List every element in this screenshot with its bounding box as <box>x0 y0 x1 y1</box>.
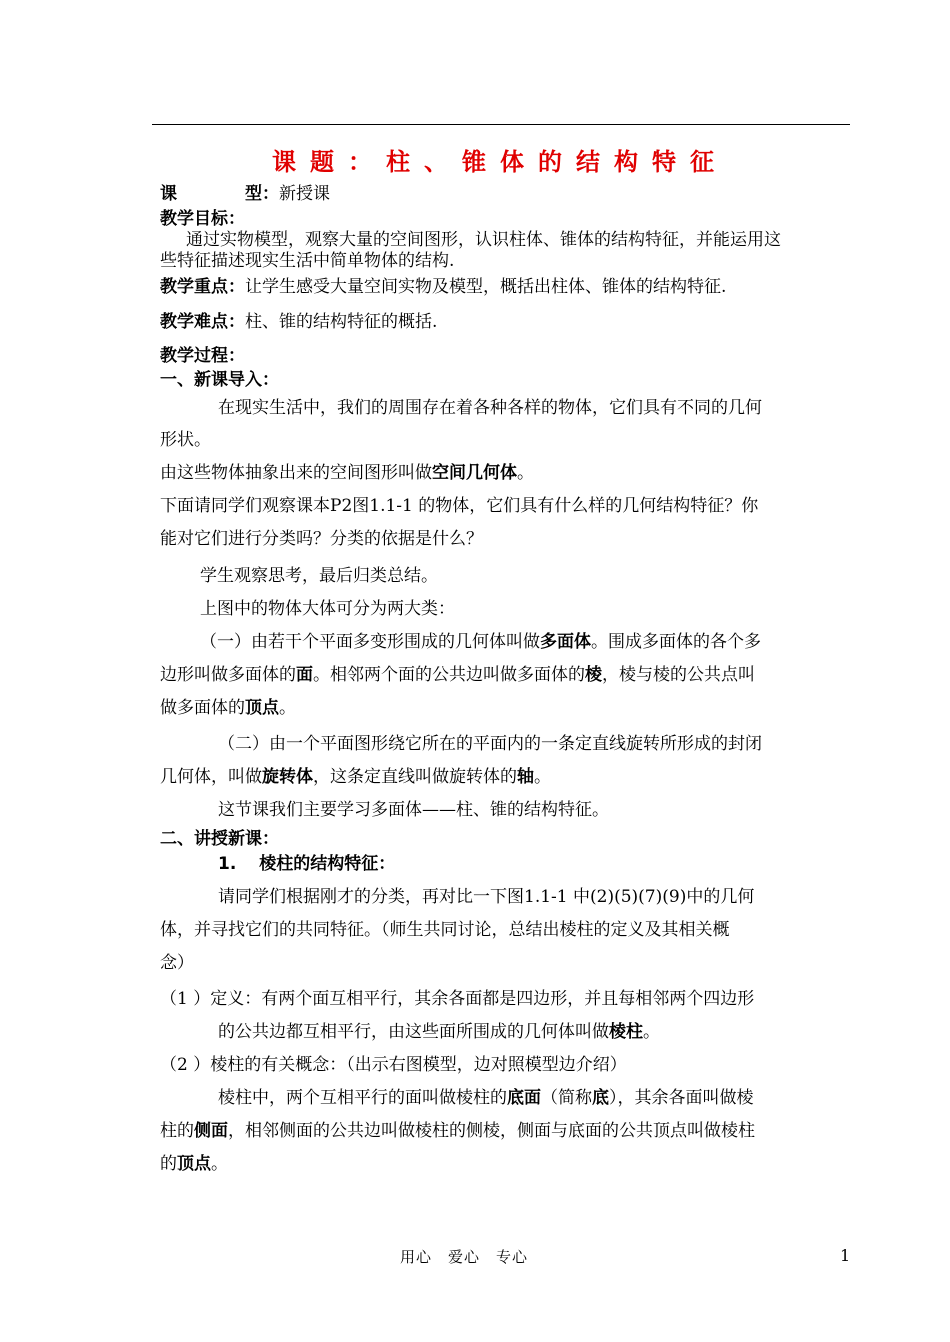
term-lateral-face: 侧面 <box>194 1121 228 1141</box>
subsection-heading: 1. 棱柱的结构特征： <box>218 854 396 874</box>
term-axis: 轴 <box>517 767 534 787</box>
term-revolution-solid: 旋转体 <box>262 767 313 787</box>
paragraph: 请同学们根据刚才的分类，再对比一下图1.1-1 中(2)(5)(7)(9)中的几何 <box>218 887 755 907</box>
paragraph: 上图中的物体大体可分为两大类： <box>200 599 455 619</box>
paragraph: （2 ）棱柱的有关概念：（出示右图模型，边对照模型边介绍） <box>160 1055 627 1075</box>
paragraph: 这节课我们主要学习多面体——柱、锥的结构特征。 <box>218 800 609 820</box>
term-polyhedron: 多面体 <box>540 632 591 652</box>
paragraph: 几何体，叫做旋转体，这条定直线叫做旋转体的轴。 <box>160 767 551 787</box>
paragraph: 念） <box>160 953 194 973</box>
key-points-line <box>160 276 850 298</box>
term-face: 面 <box>296 665 313 685</box>
objectives-line-2: 些特征描述现实生活中简单物体的结构. <box>160 251 455 271</box>
objectives-label: 教学目标： <box>160 209 245 229</box>
paragraph: 体，并寻找它们的共同特征。（师生共同讨论，总结出棱柱的定义及其相关概 <box>160 920 730 940</box>
key-points-label: 教学重点： <box>160 277 245 297</box>
process-label: 教学过程： <box>160 346 245 366</box>
page-number: 1 <box>840 1246 851 1265</box>
term-prism-vertex: 顶点 <box>177 1154 211 1174</box>
paragraph: 由这些物体抽象出来的空间图形叫做空间几何体。 <box>160 463 534 483</box>
term-edge: 棱 <box>585 665 602 685</box>
paragraph: 的顶点。 <box>160 1154 228 1174</box>
lesson-type-value: 新授课 <box>279 184 330 204</box>
difficulties-value: 柱、锥的结构特征的概括. <box>245 312 438 332</box>
term-prism: 棱柱 <box>609 1022 643 1042</box>
term-base: 底 <box>592 1088 609 1108</box>
page-title: 课题：柱、锥体的结构特征 <box>272 148 728 176</box>
paragraph: 棱柱中，两个互相平行的面叫做棱柱的底面（简称底），其余各面叫做棱 <box>218 1088 754 1108</box>
section1-heading: 一、新课导入： <box>160 370 279 390</box>
paragraph: 的公共边都互相平行，由这些面所围成的几何体叫做棱柱。 <box>218 1022 660 1042</box>
paragraph: 柱的侧面，相邻侧面的公共边叫做棱柱的侧棱，侧面与底面的公共顶点叫做棱柱 <box>160 1121 755 1141</box>
lesson-type-label: 课 型： <box>160 184 279 204</box>
paragraph: 边形叫做多面体的面。相邻两个面的公共边叫做多面体的棱，棱与棱的公共点叫 <box>160 665 755 685</box>
paragraph: 学生观察思考，最后归类总结。 <box>200 566 438 586</box>
paragraph: 能对它们进行分类吗？分类的依据是什么？ <box>160 529 483 549</box>
section2-heading: 二、讲授新课： <box>160 829 279 849</box>
difficulties-label: 教学难点： <box>160 312 245 332</box>
page-footer: 用心 爱心 专心 <box>400 1248 529 1266</box>
paragraph: 在现实生活中，我们的周围存在着各种各样的物体，它们具有不同的几何 <box>218 398 762 418</box>
key-points-value: 让学生感受大量空间实物及模型，概括出柱体、锥体的结构特征. <box>245 277 727 297</box>
term-vertex: 顶点 <box>245 698 279 718</box>
paragraph: （二）由一个平面图形绕它所在的平面内的一条定直线旋转所形成的封闭 <box>218 734 762 754</box>
paragraph: 形状。 <box>160 430 211 450</box>
objectives-line-1: 通过实物模型，观察大量的空间图形，认识柱体、锥体的结构特征，并能运用这 <box>186 230 781 250</box>
paragraph: （1 ）定义：有两个面互相平行，其余各面都是四边形，并且每相邻两个四边形 <box>160 989 755 1009</box>
header-rule <box>152 124 850 125</box>
term-base-face: 底面 <box>507 1088 541 1108</box>
difficulties-line <box>160 311 850 333</box>
paragraph: 下面请同学们观察课本P2图1.1-1 的物体，它们具有什么样的几何结构特征？你 <box>160 496 759 516</box>
paragraph: （一）由若干个平面多变形围成的几何体叫做多面体。围成多面体的各个多 <box>200 632 761 652</box>
term-space-geometry: 空间几何体 <box>432 463 517 483</box>
lesson-type-line <box>160 183 850 205</box>
paragraph: 做多面体的顶点。 <box>160 698 296 718</box>
